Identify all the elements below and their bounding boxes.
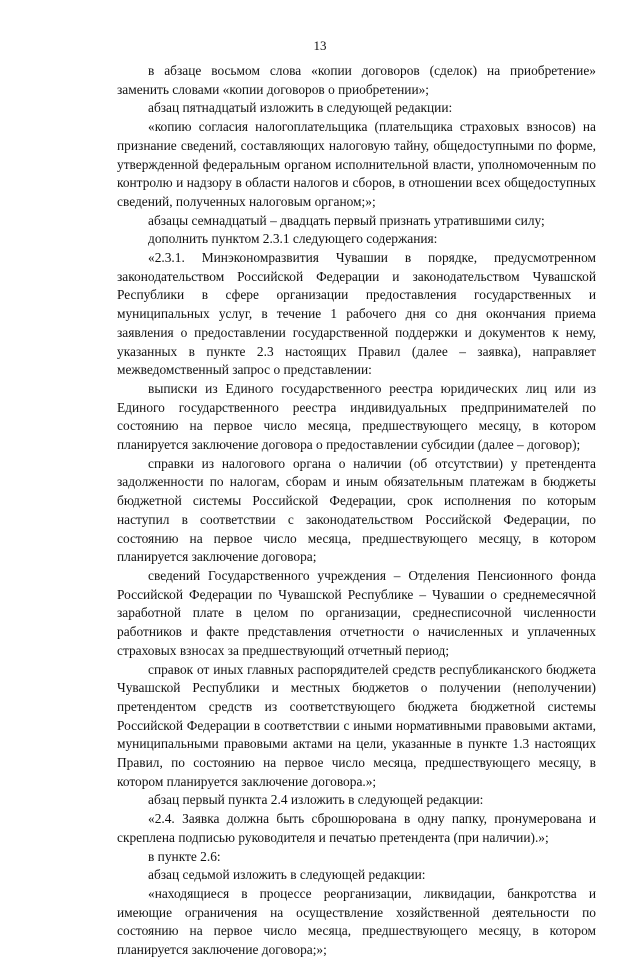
paragraph: справок от иных главных распорядителей средств республиканского бюджета Чувашской Республики и местных бюджетов о получении (неполучении) претендентом средств из соответствующего бюджета бюджетной системы Российской Федерации в соответствии с иными нормативными правовыми актами, муниципальными правовыми актами на цели, указанные в пункте 1.3 настоящих Правил, по состоянию на первое число месяца, предшествующего месяцу, в котором планируется заключение договора.»;	[117, 661, 596, 789]
paragraph: справки из налогового органа о наличии (об отсутствии) у претендента задолженности по налогам, сборам и иным обязательным платежам в бюджеты бюджетной системы Российской Федерации, срок исполнения по которым наступил в соответствии с законодательством Российской Федерации, по состоянию на первое число месяца, предшествующего месяцу, в котором планируется заключение договора;	[117, 455, 596, 565]
paragraph: в пункте 2.6:	[148, 848, 221, 864]
paragraph: абзац седьмой изложить в следующей редакции:	[148, 867, 426, 883]
paragraph: выписки из Единого государственного реестра юридических лиц или из Единого государственного реестра индивидуальных предпринимателей по состоянию на первое число месяца, предшествующего месяцу, в котором планируется заключение договора о предоставлении субсидии (далее – договор);	[117, 380, 596, 453]
paragraph: «находящиеся в процессе реорганизации, ликвидации, банкротства и имеющие ограничения на осуществление хозяйственной деятельности по состоянию на первое число месяца, предшествующего месяцу, в котором планируется заключение договора;»;	[117, 885, 596, 958]
page-number: 13	[313, 38, 327, 53]
paragraph: абзацы семнадцатый – двадцать первый признать утратившими силу;	[148, 212, 545, 228]
paragraph: «2.3.1. Минэкономразвития Чувашии в порядке, предусмотренном законодательством Российской Федерации и законодательством Чувашской Республики в сфере организации предоставления государственных и муниципальных услуг, в течение 1 рабочего дня со дня окончания приема заявления о предоставлении государственной поддержки и документов к нему, указанных в пункте 2.3 настоящих Правил (далее – заявка), направляет межведомственный запрос о представлении:	[117, 250, 596, 378]
paragraph: «2.4. Заявка должна быть сброшюрована в одну папку, пронумерована и скреплена подписью руководителя и печатью претендента (при наличии).»;	[117, 811, 596, 845]
paragraph: в абзаце восьмом слова «копии договоров (сделок) на приобретение» заменить словами «копии договоров о приобретении»;	[117, 63, 596, 97]
document-body	[117, 62, 596, 960]
paragraph: «копию согласия налогоплательщика (плательщика страховых взносов) на признание сведений, составляющих налоговую тайну, общедоступными по форме, утвержденной федеральным органом исполнительной власти, уполномоченным по контролю и надзору в области налогов и сборов, в отношении всех общедоступных сведений, полученных налоговым органом;»;	[117, 119, 596, 209]
paragraph: абзац пятнадцатый изложить в следующей редакции:	[148, 100, 453, 116]
paragraph: абзац первый пункта 2.4 изложить в следующей редакции:	[148, 792, 484, 808]
paragraph: сведений Государственного учреждения – Отделения Пенсионного фонда Российской Федерации по Чувашской Республике – Чувашии о среднемесячной заработной плате в целом по организации, среднесписочной численности работников и факте представления отчетности о начисленных и уплаченных страховых взносах за предшествующий отчетный период;	[117, 567, 596, 658]
paragraph: дополнить пунктом 2.3.1 следующего содержания:	[148, 231, 438, 247]
